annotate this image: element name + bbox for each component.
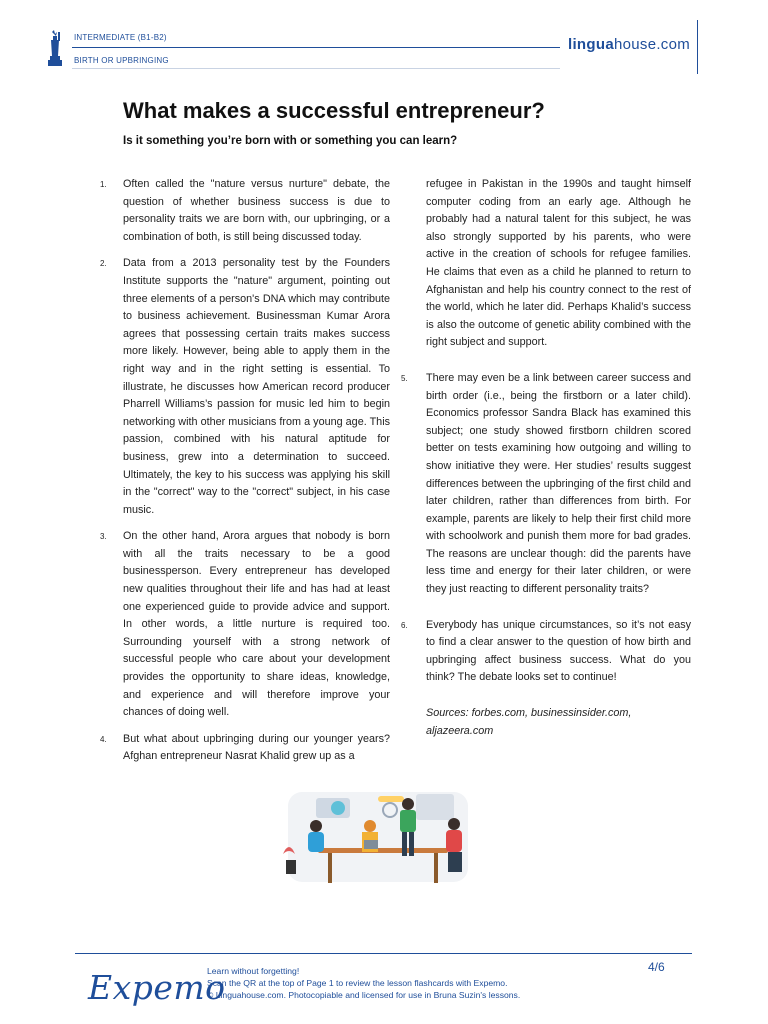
header-divider — [697, 20, 698, 74]
footer-rule — [75, 953, 692, 954]
expemo-logo[interactable]: Expemo — [88, 968, 226, 1007]
topic-label: BIRTH OR UPBRINGING — [74, 56, 169, 65]
article-subtitle: Is it something you’re born with or something you can learn? — [123, 135, 458, 147]
paragraph-2 — [100, 255, 390, 519]
footer-text — [207, 965, 520, 1001]
paragraph-number: 6. — [401, 620, 408, 630]
footer-tagline: Learn without forgetting! — [207, 966, 300, 976]
paragraph-number: 2. — [100, 259, 107, 269]
paragraph-text: Often called the "nature versus nurture" debate, the question of whether business success is due to personality traits we are born with, our upbringing, or a combination of both, is still being discussed today. — [123, 178, 390, 243]
team-meeting-illustration — [278, 782, 478, 892]
text-column-left — [100, 176, 390, 775]
paragraph-number: 1. — [100, 180, 107, 189]
paragraph-text: But what about upbringing during our younger years? Afghan entrepreneur Nasrat Khalid grew up as a — [123, 732, 390, 763]
level-label: INTERMEDIATE (B1-B2) — [74, 33, 167, 42]
brand-bold: lingua — [568, 36, 614, 53]
header-rule-secondary — [72, 68, 560, 69]
footer-copyright: © Linguahouse.com. Photocopiable and licensed for use in Bruna Suzin's lessons. — [207, 990, 521, 1000]
sources-line: Sources: forbes.com, businessinsider.com, aljazeera.com — [426, 707, 632, 737]
paragraph-number: 4. — [100, 734, 107, 744]
paragraph-1 — [100, 176, 390, 246]
brand-rest: house.com — [613, 36, 691, 53]
paragraph-number: 5. — [401, 373, 408, 383]
paragraph-6 — [401, 617, 691, 687]
page-number: 4/6 — [648, 960, 665, 974]
paragraph-text: There may even be a link between career success and birth order (i.e., being the firstborn or a later child). Economics professor Sandra Black has examined this subject; one study showed firstborn children scored better on tests examining how outgoing and willing to show initiative they were. Her studies’ results suggest differences between the upbringing of the first child and later children, rather than differences from birth. For example, parents are likely to help their first child more with schoolwork and punish them more for bad grades. The reasons are unclear though: did the parents have less time and energy for their later children, or were they just reacting to different personality traits? — [426, 371, 691, 596]
paragraph-4-continued: refugee in Pakistan in the 1990s and taught himself computer coding from an early age. Although he probably had a natural talent for this subject, he was also strongly supported by his parents, who were active in the creation of schools for refugee families. He claims that even as a child he planned to return to Afghanistan and help his country connect to the rest of the world, which he later did. Perhaps Khalid’s success is also the outcome of genetic ability combined with the right subject and support. — [426, 178, 691, 349]
brand-logo[interactable] — [568, 36, 690, 53]
paragraph-3 — [100, 528, 390, 722]
paragraph-4 — [100, 731, 390, 766]
paragraph-number: 3. — [100, 532, 107, 542]
footer-qr-note: Scan the QR at the top of Page 1 to review the lesson flashcards with Expemo. — [207, 978, 508, 988]
paragraph-text: On the other hand, Arora argues that nobody is born with all the traits necessary to be a good businessperson. Every entrepreneur has developed new qualities throughout their life and has had at least one experienced guide to provide advice and support. In other words, a little nurture is required too. Surrounding yourself with a strong network of successful people who care about your development provides the opportunity to share ideas, knowledge, and experience and will therefore improve your chances of doing well. — [123, 530, 390, 719]
paragraph-5 — [401, 370, 691, 599]
paragraph-text: Data from a 2013 personality test by the Founders Institute supports the "nature" argument, pointing out three elements of a person's DNA which may contribute to business achievement. Businessman Kumar Arora agrees that possessing certain traits makes success more likely. However, being able to apply them in the right way and in the right setting is essential. To illustrate, he discusses how American record producer Pharrell Williams’s passion for music led him to begin networking with other musicians from a young age. This passion, combined with his natural aptitude for business, grew into a determination to succeed. Ultimately, the key to his success was applying his skill in the "correct" way to the "correct" subject, in his case music. — [123, 257, 390, 516]
text-column-right — [401, 176, 691, 740]
statue-of-liberty-icon — [44, 30, 66, 68]
paragraph-text: Everybody has unique circumstances, so it’s not easy to find a clear answer to the question of how birth and upbringing affect business success. What do you think? The debate looks set to continue! — [426, 618, 691, 684]
article-title: What makes a successful entrepreneur? — [123, 98, 545, 123]
header-rule — [72, 47, 560, 48]
